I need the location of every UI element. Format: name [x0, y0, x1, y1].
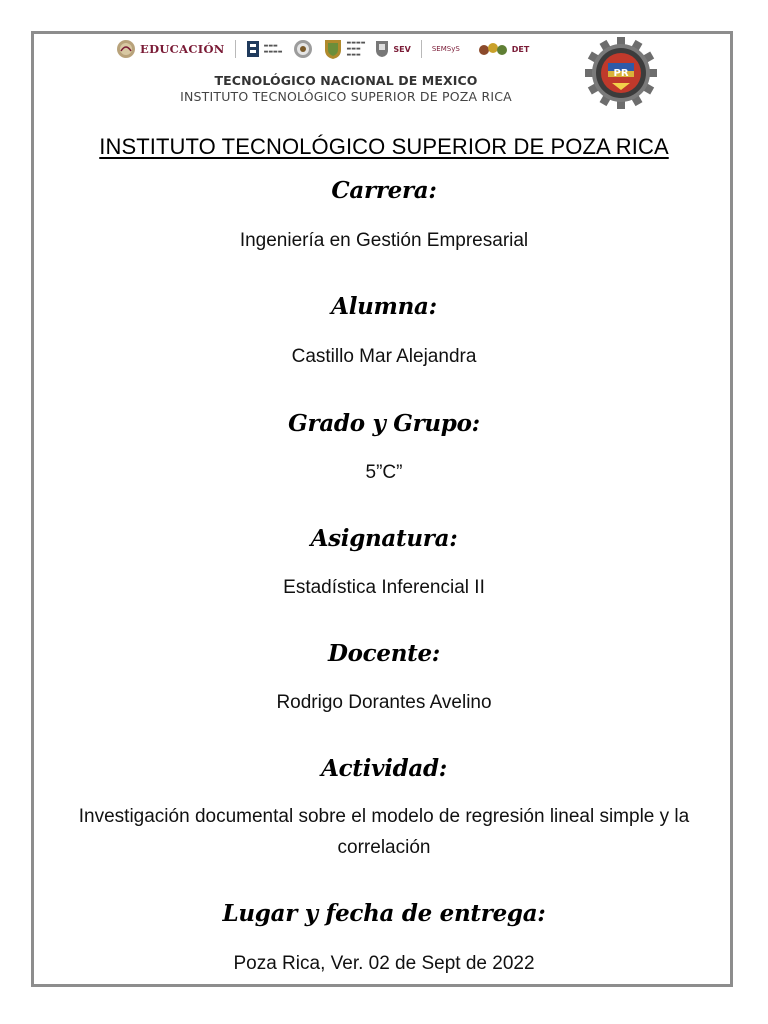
field-label-asignatura: Asignatura:: [310, 525, 458, 552]
veracruz-logo: [323, 38, 366, 60]
field-value-actividad: Investigación documental sobre el modelo de regresión lineal simple y la correlación: [78, 806, 690, 858]
seal-letters: PR: [613, 68, 629, 79]
tecnm-title: TECNOLÓGICO NACIONAL DE MEXICO: [214, 73, 478, 88]
field-label-docente: Docente:: [328, 640, 440, 667]
tecnm-logo-icon: [246, 39, 260, 59]
det-logo-icon: [478, 41, 508, 57]
sev-logo-icon: [375, 40, 389, 58]
det-logo: [478, 41, 530, 57]
sep-seal-icon: [293, 39, 313, 59]
page-title: INSTITUTO TECNOLÓGICO SUPERIOR DE POZA RICA: [99, 134, 669, 159]
educacion-logo: [116, 39, 225, 59]
veracruz-mini-text: ▬▬▬▬ ▬▬▬ ▬▬▬: [346, 40, 366, 58]
tecnm-mini-text: ▬▬▬ ▬▬▬▬: [263, 43, 283, 55]
field-value-lugar-fecha: Poza Rica, Ver. 02 de Sept de 2022: [233, 953, 535, 974]
sev-label: SEV: [393, 44, 411, 54]
field-value-alumna: Castillo Mar Alejandra: [291, 346, 477, 367]
field-value-carrera: Ingeniería en Gestión Empresarial: [239, 230, 529, 251]
educacion-logo-icon: [116, 39, 136, 59]
field-value-asignatura: Estadística Inferencial II: [283, 577, 485, 598]
logo-divider: [421, 40, 422, 58]
institute-subtitle: INSTITUTO TECNOLÓGICO SUPERIOR DE POZA RICA: [180, 89, 512, 104]
field-value-docente: Rodrigo Dorantes Avelino: [276, 692, 492, 713]
field-label-carrera: Carrera:: [331, 177, 437, 204]
field-label-actividad: Actividad:: [321, 755, 447, 782]
field-label-lugar-fecha: Lugar y fecha de entrega:: [222, 900, 546, 927]
semsys-label: SEMSyS: [431, 45, 460, 53]
field-label-grado-grupo: Grado y Grupo:: [288, 410, 480, 437]
sep-seal: [293, 39, 313, 59]
logo-divider: [235, 40, 236, 58]
det-label: DET: [511, 44, 530, 54]
field-value-grado-grupo: 5”C”: [365, 462, 403, 483]
logo-strip: [116, 36, 586, 62]
semsys-logo: [432, 42, 468, 56]
educacion-label: EDUCACIÓN: [140, 42, 225, 56]
veracruz-shield-icon: [323, 38, 343, 60]
itspr-seal-icon: [585, 36, 657, 112]
sev-logo: [375, 40, 410, 58]
semsys-logo-icon: [464, 42, 468, 56]
tecnm-logo: [246, 39, 283, 59]
field-label-alumna: Alumna:: [331, 293, 437, 320]
